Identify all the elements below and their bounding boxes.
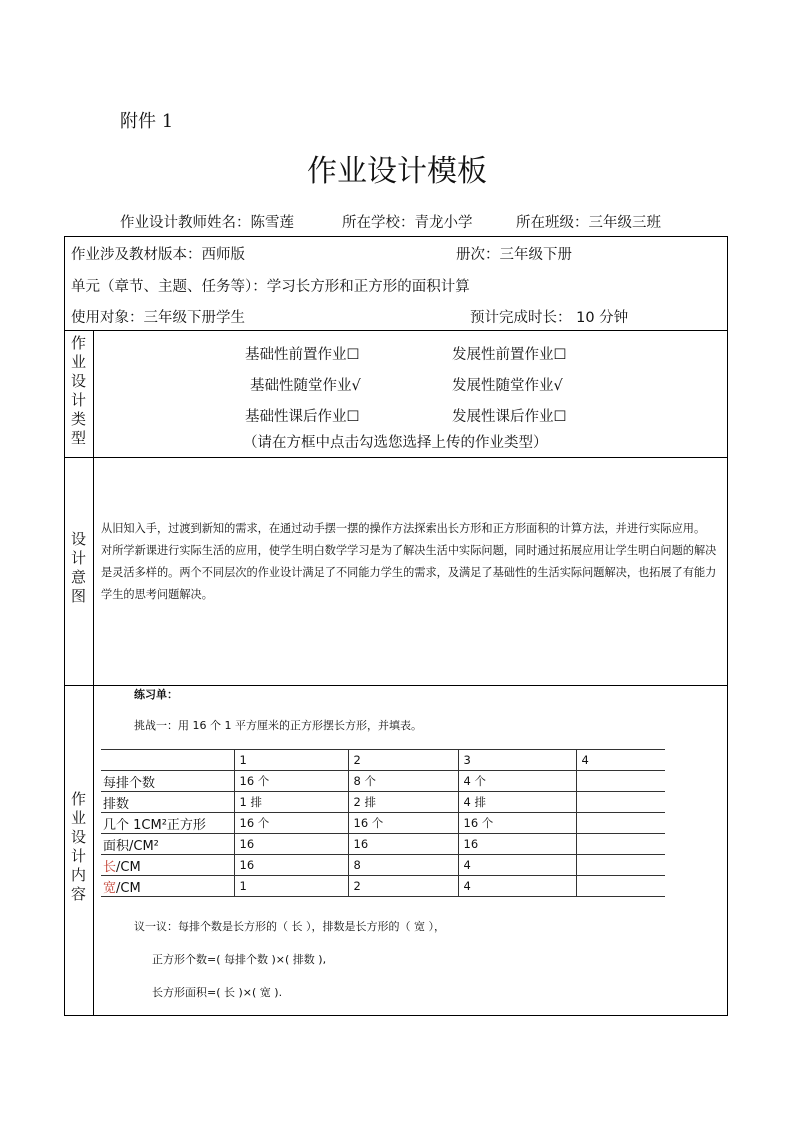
- purpose-paragraph: 对所学新课进行实际生活的应用，使学生明白数学学习是为了解决生活中实际问题，同时通过拓展应用让学生明白问题的解决是灵活多样的。两个不同层次的作业设计满足了不同能力学生的需求，及满足了基础性的生活实际问题解决，也拓展了有能力学生的思考问题解决。: [101, 544, 717, 601]
- label-char: 业: [70, 353, 86, 371]
- table-cell: 1: [234, 876, 348, 897]
- table-cell: 1 排: [234, 792, 348, 813]
- label-char: 设: [70, 530, 86, 548]
- table-cell: 16 个: [234, 813, 348, 834]
- option-dev-after[interactable]: 发展性课后作业☐: [452, 409, 567, 425]
- red-char: 宽: [103, 880, 117, 896]
- class-name: 所在班级：三年级三班: [516, 215, 661, 231]
- label-char: 设: [70, 828, 86, 846]
- volume: 册次：三年级下册: [456, 247, 572, 263]
- row-label: 每排个数: [101, 771, 234, 792]
- table-row: [101, 876, 665, 897]
- type-section-label: [64, 334, 93, 448]
- content-section-label: [64, 790, 93, 904]
- target-students: 使用对象：三年级下册学生: [71, 310, 245, 326]
- table-row: [101, 792, 665, 813]
- table-cell[interactable]: [576, 876, 665, 897]
- table-cell: 16 个: [234, 771, 348, 792]
- option-dev-pre[interactable]: 发展性前置作业☐: [452, 347, 567, 363]
- formula-rect-area: 长方形面积=( 长 )×( 宽 ).: [152, 986, 283, 999]
- page-title: 作业设计模板: [307, 154, 487, 189]
- unit: 单元（章节、主题、任务等）：学习长方形和正方形的面积计算: [71, 279, 470, 295]
- table-cell: 8: [348, 855, 458, 876]
- table-cell: [101, 750, 234, 771]
- table-cell: 3: [458, 750, 576, 771]
- table-cell: 16 个: [458, 813, 576, 834]
- table-cell: 4 个: [458, 771, 576, 792]
- challenge-text: 挑战一：用 16 个 1 平方厘米的正方形摆长方形，并填表。: [134, 719, 422, 732]
- row-label-unit: /CM: [116, 880, 141, 896]
- table-cell[interactable]: [576, 771, 665, 792]
- table-cell: 4: [458, 855, 576, 876]
- row-label: 排数: [101, 792, 234, 813]
- divider: [64, 457, 728, 458]
- row-label: [101, 855, 234, 876]
- table-cell: 8 个: [348, 771, 458, 792]
- table-cell: 2: [348, 876, 458, 897]
- discussion-text: 议一议：每排个数是长方形的（ 长 ），排数是长方形的（ 宽 ），: [134, 920, 445, 933]
- table-cell[interactable]: [576, 813, 665, 834]
- table-cell: 16 个: [348, 813, 458, 834]
- table-cell: 2: [348, 750, 458, 771]
- label-char: 作: [70, 790, 86, 808]
- attachment-label: 附件 1: [120, 111, 174, 132]
- exercise-table: [101, 749, 665, 897]
- row-label-unit: /CM: [116, 859, 141, 875]
- red-char: 长: [103, 859, 117, 875]
- school-name: 所在学校：青龙小学: [342, 215, 473, 231]
- design-purpose: [101, 518, 723, 606]
- table-cell: 1: [234, 750, 348, 771]
- label-char: 意: [70, 568, 86, 586]
- worksheet-title: 练习单：: [134, 688, 178, 701]
- teacher-name: 作业设计教师姓名：陈雪莲: [120, 215, 294, 231]
- divider: [64, 330, 728, 331]
- table-cell: 4: [458, 876, 576, 897]
- option-dev-inclass[interactable]: 发展性随堂作业√: [452, 378, 563, 394]
- purpose-paragraph: 从旧知入手，过渡到新知的需求，在通过动手摆一摆的操作方法探索出长方形和正方形面积的计算方法，并进行实际应用。: [101, 522, 706, 535]
- label-char: 图: [70, 587, 86, 605]
- label-char: 类: [70, 410, 86, 428]
- label-char: 型: [70, 429, 86, 447]
- label-char: 内: [70, 866, 86, 884]
- table-cell: 16: [348, 834, 458, 855]
- purpose-section-label: [64, 530, 93, 606]
- label-char: 设: [70, 372, 86, 390]
- table-cell: 16: [234, 834, 348, 855]
- table-row: [101, 834, 665, 855]
- label-char: 业: [70, 809, 86, 827]
- row-label: [101, 876, 234, 897]
- table-cell: 4: [576, 750, 665, 771]
- row-label: 几个 1CM²正方形: [101, 813, 234, 834]
- table-cell: 4 排: [458, 792, 576, 813]
- table-row: [101, 855, 665, 876]
- table-row: [101, 750, 665, 771]
- form-frame: [64, 236, 728, 1016]
- estimated-time: 预计完成时长： 10 分钟: [470, 310, 629, 326]
- formula-square-count: 正方形个数=( 每排个数 )×( 排数 ),: [152, 953, 327, 966]
- table-row: [101, 771, 665, 792]
- table-row: [101, 813, 665, 834]
- table-cell[interactable]: [576, 792, 665, 813]
- textbook-version: 作业涉及教材版本：西师版: [71, 247, 245, 263]
- label-char: 容: [70, 885, 86, 903]
- option-basic-inclass[interactable]: 基础性随堂作业√: [250, 378, 361, 394]
- row-label: 面积/CM²: [101, 834, 234, 855]
- option-basic-pre[interactable]: 基础性前置作业☐: [245, 347, 360, 363]
- table-cell: 2 排: [348, 792, 458, 813]
- table-cell: 16: [458, 834, 576, 855]
- label-char: 计: [70, 847, 86, 865]
- option-basic-after[interactable]: 基础性课后作业☐: [245, 409, 360, 425]
- type-note: （请在方框中点击勾选您选择上传的作业类型）: [243, 435, 548, 451]
- label-char: 计: [70, 549, 86, 567]
- table-cell[interactable]: [576, 834, 665, 855]
- table-cell: 16: [234, 855, 348, 876]
- label-char: 作: [70, 334, 86, 352]
- label-column-divider: [93, 330, 94, 1016]
- label-char: 计: [70, 391, 86, 409]
- table-cell[interactable]: [576, 855, 665, 876]
